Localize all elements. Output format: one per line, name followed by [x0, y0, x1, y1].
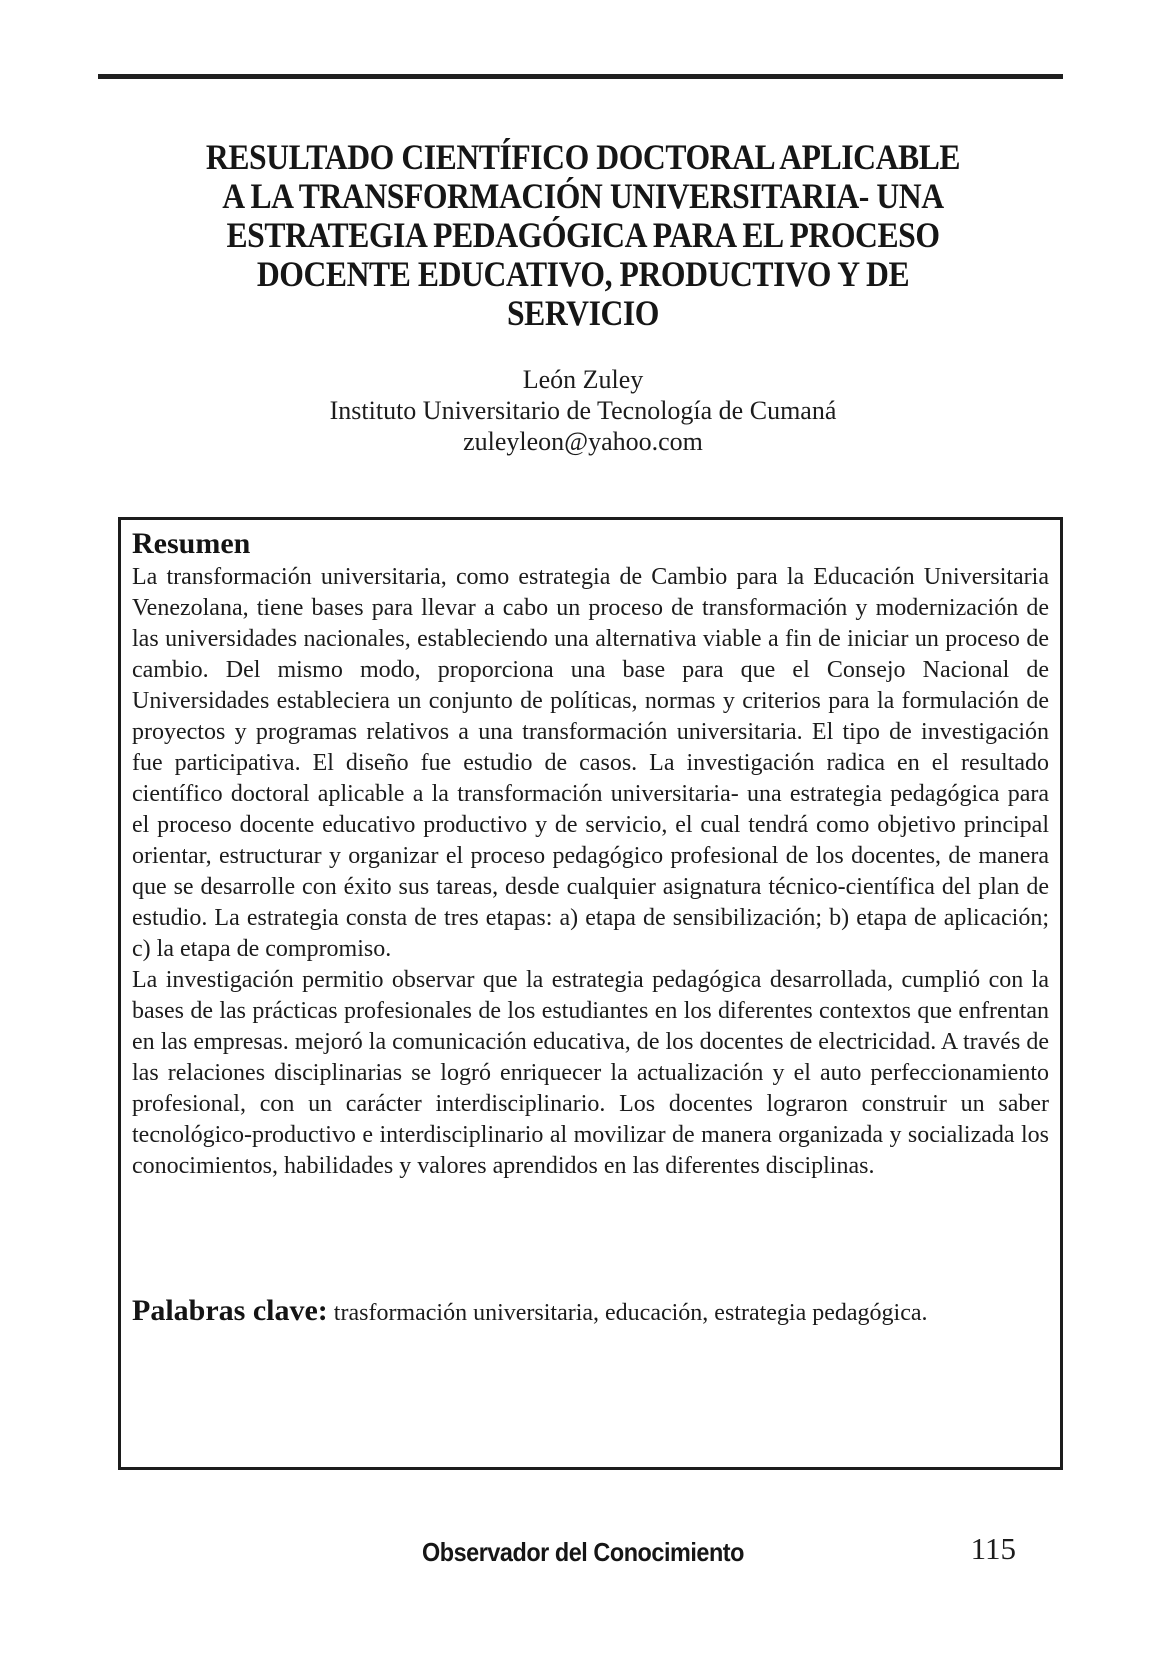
author-email: zuleyleon@yahoo.com: [463, 427, 703, 456]
paper-title: [161, 138, 1006, 333]
paper-title-line: DOCENTE EDUCATIVO, PRODUCTIVO Y DE: [256, 254, 910, 294]
keywords-text: trasformación universitaria, educación, estrategia pedagógica.: [333, 1300, 928, 1326]
keywords-line: [132, 1294, 1049, 1330]
page-number: 115: [970, 1531, 1016, 1566]
paper-title-line: A LA TRANSFORMACIÓN UNIVERSITARIA- UNA: [222, 176, 944, 216]
header-rule: [98, 74, 1063, 79]
author-block: [103, 364, 1063, 457]
abstract-paragraph-2: La investigación permitio observar que la estrategia pedagógica desarrollada, cumplió con la bases de las prácticas profesionales de los estudiantes en los diferentes contextos que enfrentan en las empresas. mejoró la comunicación educativa, de los docentes de electricidad. A través de las relaciones disciplinarias se logró enriquecer la actualización y el auto perfeccionamiento profesional, con un carácter interdisciplinario. Los docentes lograron construir un saber tecnológico-productivo e interdisciplinario al movilizar de manera organizada y socializada los conocimientos, habilidades y valores aprendidos en las diferentes disciplinas.: [132, 967, 1049, 1179]
abstract-box: [118, 517, 1063, 1470]
paper-title-line: RESULTADO CIENTÍFICO DOCTORAL APLICABLE: [205, 137, 961, 177]
paper-title-line: ESTRATEGIA PEDAGÓGICA PARA EL PROCESO: [226, 215, 940, 255]
keywords-label: Palabras clave:: [132, 1294, 328, 1327]
author-name: León Zuley: [522, 365, 644, 394]
paper-title-line: SERVICIO: [506, 293, 660, 333]
journal-name: Observador del Conocimiento: [421, 1537, 745, 1567]
author-affiliation: Instituto Universitario de Tecnología de Cumaná: [329, 396, 837, 425]
abstract-heading: Resumen: [132, 527, 251, 560]
abstract-paragraph-1: La transformación universitaria, como estrategia de Cambio para la Educación Universitaria Venezolana, tiene bases para llevar a cabo un proceso de transformación y modernización de las universidades nacionales, estableciendo una alternativa viable a fin de iniciar un proceso de cambio. Del mismo modo, proporciona una base para que el Consejo Nacional de Universidades estableciera un conjunto de políticas, normas y criterios para la formulación de proyectos y programas relativos a una transformación universitaria. El tipo de investigación fue participativa. El diseño fue estudio de casos. La investigación radica en el resultado científico doctoral aplicable a la transformación universitaria- una estrategia pedagógica para el proceso docente educativo productivo y de servicio, el cual tendrá como objetivo principal orientar, estructurar y organizar el proceso pedagógico profesional de los docentes, de manera que se desarrolle con éxito sus tareas, desde cualquier asignatura técnico-científica del plan de estudio. La estrategia consta de tres etapas: a) etapa de sensibilización; b) etapa de aplicación; c) la etapa de compromiso.: [132, 564, 1049, 962]
